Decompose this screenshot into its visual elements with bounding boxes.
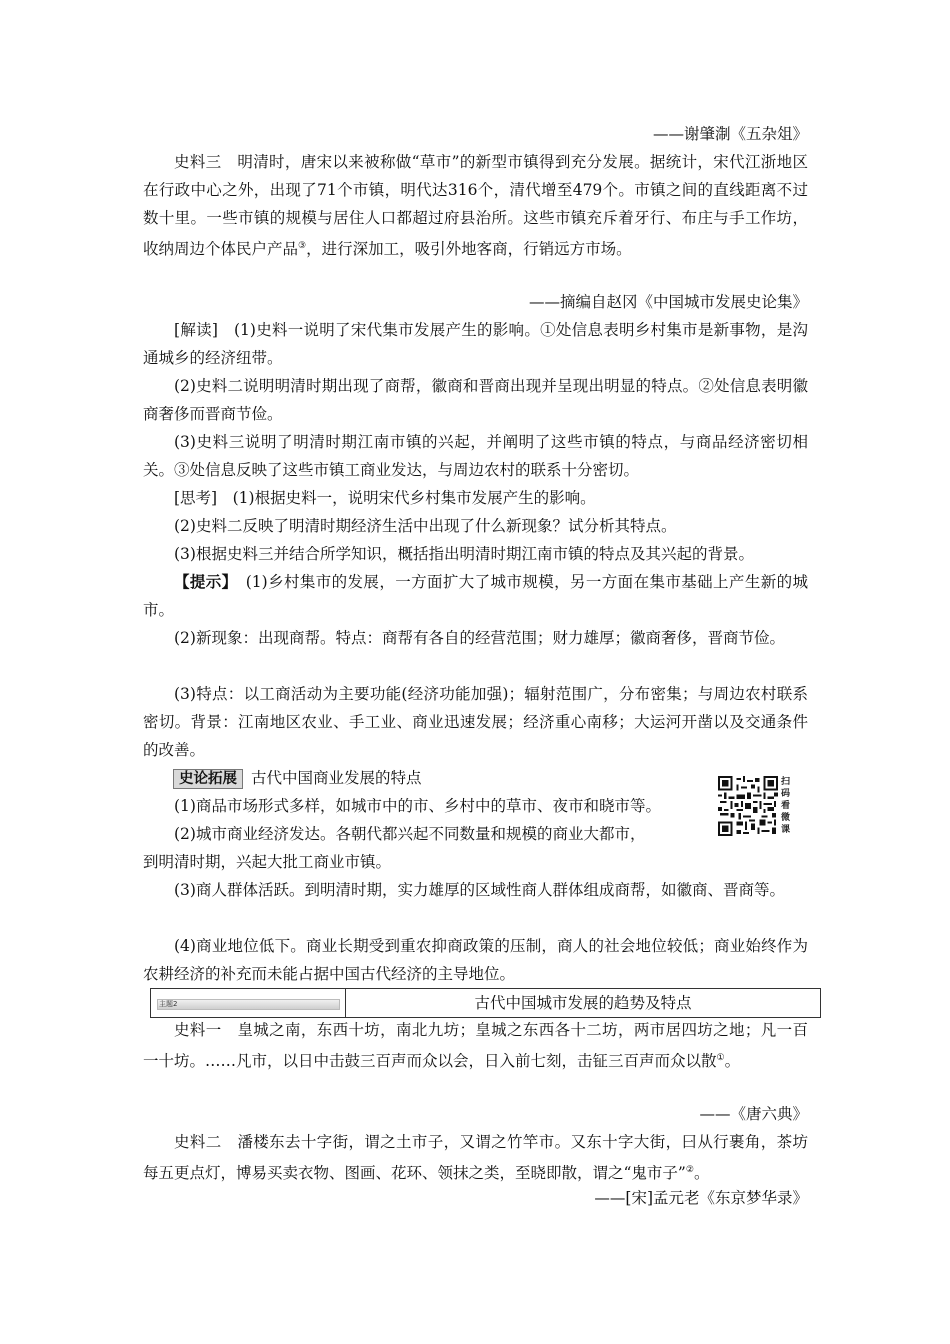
sikao-q3: (3)根据史料三并结合所学知识，概括指出明清时期江南市镇的特点及其兴起的背景。	[174, 545, 754, 563]
topic2-source-1-paragraph	[143, 1016, 808, 1075]
topic-2-title: 古代中国城市发展的趋势及特点	[474, 994, 692, 1012]
qr-code-icon[interactable]	[718, 776, 778, 836]
source-3-text-end: ，进行深加工，吸引外地客商，行销远方市场。	[306, 240, 632, 259]
source-3-label: 史料三	[174, 153, 222, 171]
sikao-q2: (2)史料二反映了明清时期经济生活中出现了什么新现象？试分析其特点。	[174, 517, 677, 535]
qr-code-label: 扫码看微课	[781, 777, 791, 835]
topic2-source-2-end: 。	[693, 1164, 710, 1183]
footnote-mark-3: ③	[298, 241, 307, 251]
topic2-source-1-text: 皇城之南，东西十坊，南北九坊；皇城之东西各十二坊，两市居四坊之地；凡一百一十坊。……凡市，以日中击鼓三百声而众以会，日入前七刻，击钲三百声而众以散	[143, 1021, 808, 1071]
tishi-text-1: (1)乡村集市的发展，一方面扩大了城市规模，另一方面在集市基础上产生新的城市。	[143, 573, 808, 619]
jiedu-p3: (3)史料三说明了明清时期江南市镇的兴起，并阐明了这些市镇的特点，与商品经济密切相关。③处信息反映了这些市镇工商业发达，与周边农村的联系十分密切。	[143, 433, 808, 479]
jiedu-p1	[143, 316, 808, 372]
tishi-a2: (2)新现象：出现商帮。特点：商帮有各自的经营范围；财力雄厚；徽商奢侈，晋商节俭。	[174, 629, 785, 647]
topic2-source-2-citation: ——[宋]孟元老《东京梦华录》	[594, 1189, 808, 1207]
footnote-mark-2: ②	[685, 1165, 694, 1175]
topic2-source-1-label: 史料一	[174, 1021, 222, 1039]
jiedu-label: [解读]	[174, 321, 218, 339]
jiedu-text-1: (1)史料一说明了宋代集市发展产生的影响。①处信息表明乡村集市是新事物，是沟通城乡的经济纽带。	[143, 321, 808, 367]
topic-2-header	[150, 988, 821, 1018]
source-citation-1: ——谢肇淛《五杂俎》	[652, 125, 808, 143]
tuozhan-p2b: 到明清时期，兴起大批工商业市镇。	[143, 853, 392, 871]
topic2-source-2-text: 潘楼东去十字街，谓之土市子，又谓之竹竿市。又东十字大街，曰从行裹角，茶坊每五更点灯，博易买卖衣物、图画、花环、领抹之类，至晓即散，谓之“鬼市子”	[143, 1133, 808, 1183]
footnote-mark-1: ①	[716, 1053, 725, 1063]
tuozhan-p2a: (2)城市商业经济发达。各朝代都兴起不同数量和规模的商业大都市，	[174, 825, 646, 843]
topic-2-badge-cell	[151, 989, 346, 1017]
tishi-label: 【提示】	[174, 573, 230, 591]
jiedu-p2: (2)史料二说明明清时期出现了商帮，徽商和晋商出现并呈现出明显的特点。②处信息表明徽商奢侈而晋商节俭。	[143, 377, 808, 423]
topic2-source-2-label: 史料二	[174, 1133, 222, 1151]
topic-2-bar	[157, 999, 340, 1010]
tuozhan-heading	[143, 764, 808, 792]
topic-2-badge: 主题2	[159, 1000, 178, 1008]
tuozhan-p1: (1)商品市场形式多样，如城市中的市、乡村中的草市、夜市和晓市等。	[174, 797, 661, 815]
topic2-source-1-citation: ——《唐六典》	[699, 1105, 808, 1123]
tuozhan-p4: (4)商业地位低下。商业长期受到重农抑商政策的压制，商人的社会地位较低；商业始终作为农耕经济的补充而未能占据中国古代经济的主导地位。	[143, 937, 808, 983]
tuozhan-p3: (3)商人群体活跃。到明清时期，实力雄厚的区域性商人群体组成商帮，如徽商、晋商等。	[174, 881, 785, 899]
source-3-paragraph	[143, 148, 808, 263]
source-citation-3: ——摘编自赵冈《中国城市发展史论集》	[528, 293, 808, 311]
tuozhan-title: 古代中国商业发展的特点	[251, 769, 422, 787]
topic2-source-1-end: 。	[724, 1052, 741, 1071]
topic2-source-2-paragraph	[143, 1128, 808, 1187]
tuozhan-tag: 史论拓展	[173, 769, 243, 789]
tishi-a3: (3)特点：以工商活动为主要功能(经济功能加强)；辐射范围广，分布密集；与周边农村联系密切。背景：江南地区农业、手工业、商业迅速发展；经济重心南移；大运河开凿以及交通条件的改善。	[143, 685, 808, 759]
sikao-text-1: (1)根据史料一，说明宋代乡村集市发展产生的影响。	[232, 489, 596, 507]
tishi-a1	[143, 568, 808, 624]
sikao-q1	[143, 484, 808, 512]
source-3-text: 明清时，唐宋以来被称做“草市”的新型市镇得到充分发展。据统计，宋代江浙地区在行政中心之外，出现了71个市镇，明代达316个，清代增至479个。市镇之间的直线距离不过数十里。一些市镇的规模与居住人口都超过府县治所。这些市镇充斥着牙行、布庄与手工作坊，收纳周边个体民户产品	[143, 153, 808, 259]
sikao-label: [思考]	[174, 489, 218, 507]
